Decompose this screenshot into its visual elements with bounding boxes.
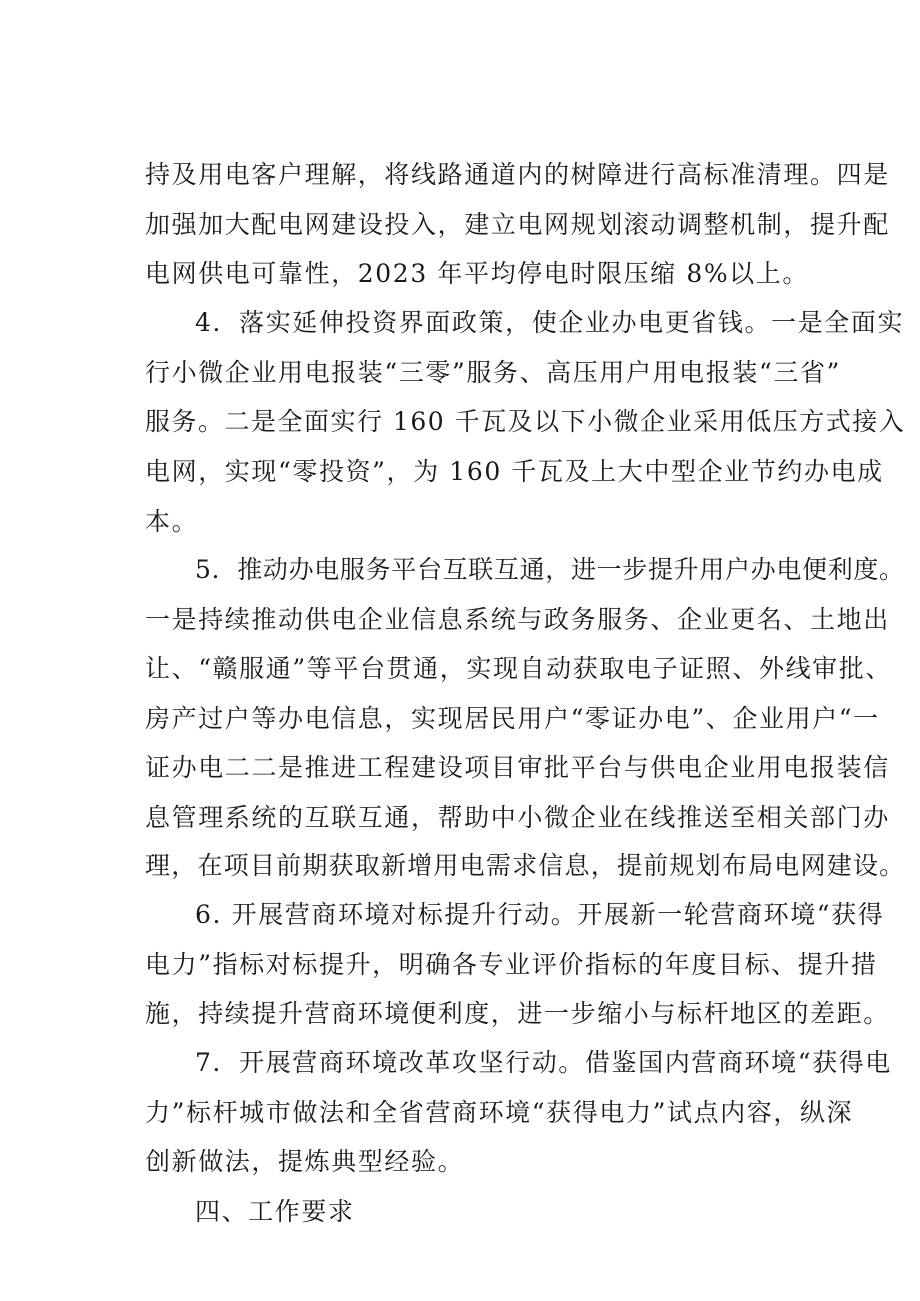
line-9: 5．推动办电服务平台互联互通，进一步提升用户办电便利度。: [195, 555, 905, 584]
line-14: 息管理系统的互联互通，帮助中小微企业在线推送至相关部门办: [145, 803, 890, 832]
line-20: 力”标杆城市做法和全省营商环境“获得电力”试点内容，纵深: [145, 1098, 854, 1127]
line-8: 本。: [145, 507, 199, 536]
line-2: 加强加大配电网建设投入，建立电网规划滚动调整机制，提升配: [145, 210, 890, 239]
line-21: 创新做法，提炼典型经验。: [145, 1147, 465, 1176]
line-16: 6. 开展营商环境对标提升行动。开展新一轮营商环境“获得: [195, 900, 885, 929]
line-1: 持及用电客户理解，将线路通道内的树障进行高标准清理。四是: [145, 160, 890, 189]
line-4: 4．落实延伸投资界面政策，使企业办电更省钱。一是全面实: [195, 308, 905, 337]
line-5: 行小微企业用电报装“三零”服务、高压用户用电报装“三省”: [145, 358, 841, 387]
line-12: 房产过户等办电信息，实现居民用户“零证办电”、企业用户“一: [145, 704, 880, 733]
line-11: 让、“赣服通”等平台贯通，实现自动获取电子证照、外线审批、: [145, 654, 892, 683]
line-13: 证办电二二是推进工程建设项目审批平台与供电企业用电报装信: [145, 753, 890, 782]
line-15: 理，在项目前期获取新增用电需求信息，提前规划布局电网建设。: [145, 851, 906, 880]
line-10: 一是持续推动供电企业信息系统与政务服务、企业更名、土地出: [145, 605, 890, 634]
section-heading: 四、工作要求: [195, 1197, 355, 1226]
line-3: 电网供电可靠性，2023 年平均停电时限压缩 8%以上。: [145, 259, 809, 288]
line-6: 服务。二是全面实行 160 千瓦及以下小微企业采用低压方式接入: [145, 407, 906, 436]
line-7: 电网，实现“零投资”，为 160 千瓦及上大中型企业节约办电成: [145, 457, 884, 486]
line-19: 7．开展营商环境改革攻坚行动。借鉴国内营商环境“获得电: [195, 1048, 892, 1077]
line-18: 施，持续提升营商环境便利度，进一步缩小与标杆地区的差距。: [145, 999, 890, 1028]
line-17: 电力”指标对标提升，明确各专业评价指标的年度目标、提升措: [145, 950, 878, 979]
